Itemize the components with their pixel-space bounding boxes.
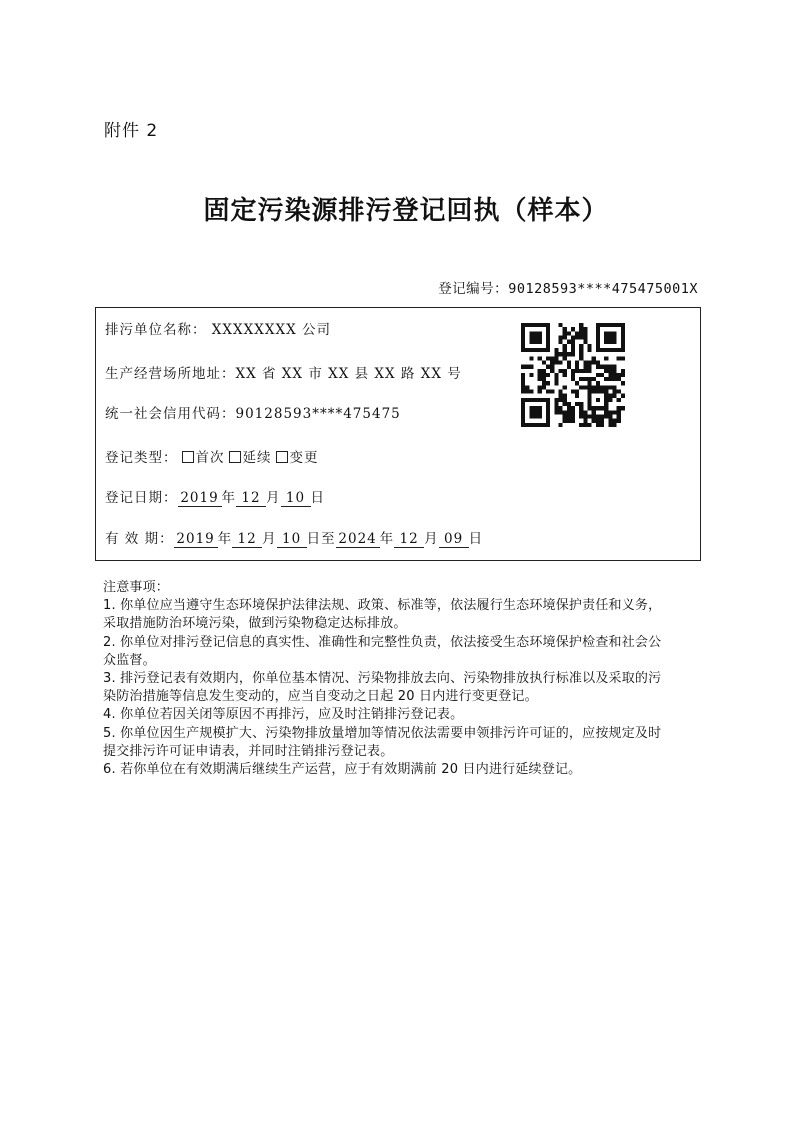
validity-from-year: 2019 bbox=[174, 531, 218, 548]
notes-line: 众监督。 bbox=[103, 652, 156, 668]
option-renewal: 延续 bbox=[242, 450, 272, 466]
reg-date-month: 12 bbox=[236, 490, 266, 507]
address-value: XX 省 XX 市 XX 县 XX 路 XX 号 bbox=[235, 366, 462, 382]
reg-type-row bbox=[105, 449, 319, 467]
option-change: 变更 bbox=[289, 450, 319, 466]
credit-code-value: 90128593****475475 bbox=[235, 406, 401, 422]
checkbox-change[interactable] bbox=[276, 451, 288, 463]
checkbox-first[interactable] bbox=[182, 451, 194, 463]
credit-code-label: 统一社会信用代码： bbox=[105, 406, 236, 422]
validity-to-year: 2024 bbox=[336, 531, 380, 548]
option-first: 首次 bbox=[195, 450, 225, 466]
qr-code-icon bbox=[521, 323, 625, 427]
unit-name-value: XXXXXXXX 公司 bbox=[211, 322, 331, 338]
registration-number bbox=[438, 277, 698, 297]
validity-connector: 至 bbox=[321, 531, 336, 547]
reg-date-row bbox=[105, 489, 325, 507]
notes-heading: 注意事项： bbox=[103, 580, 170, 595]
notes-section bbox=[103, 579, 703, 779]
notes-line: 5. 你单位因生产规模扩大、污染物排放量增加等情况依法需要申领排污许可证的，应按规定及时 bbox=[103, 725, 662, 741]
receipt-box bbox=[95, 307, 701, 561]
day-unit: 日 bbox=[468, 531, 484, 547]
checkbox-renewal[interactable] bbox=[229, 451, 241, 463]
reg-date-year: 2019 bbox=[178, 490, 222, 507]
address-label: 生产经营场所地址： bbox=[105, 366, 236, 382]
notes-line: 2. 你单位对排污登记信息的真实性、准确性和完整性负责，依法接受生态环境保护检查和社会公 bbox=[103, 634, 662, 650]
notes-line: 采取措施防治环境污染，做到污染物稳定达标排放。 bbox=[103, 616, 407, 632]
unit-name-label: 排污单位名称： bbox=[105, 322, 207, 338]
registration-number-value: 90128593****475475001X bbox=[508, 281, 698, 297]
notes-line: 1. 你单位应当遵守生态环境保护法律法规、政策、标准等，依法履行生态环境保护责任和义务， bbox=[103, 598, 662, 614]
notes-line: 6. 若你单位在有效期满后继续生产运营，应于有效期满前 20 日内进行延续登记。 bbox=[103, 762, 582, 778]
validity-from-day: 10 bbox=[277, 531, 307, 548]
address-row bbox=[105, 365, 462, 383]
day-unit: 日 bbox=[310, 490, 325, 506]
validity-row bbox=[105, 530, 483, 548]
year-unit: 年 bbox=[217, 531, 233, 547]
reg-date-day: 10 bbox=[281, 490, 311, 507]
attachment-label: 附件 2 bbox=[104, 121, 159, 141]
month-unit: 月 bbox=[266, 490, 281, 506]
month-unit: 月 bbox=[424, 531, 439, 547]
notes-line: 提交排污许可证申请表，并同时注销排污登记表。 bbox=[103, 743, 394, 759]
credit-code-row bbox=[105, 405, 401, 423]
validity-to-day: 09 bbox=[439, 531, 469, 548]
reg-date-label: 登记日期： bbox=[105, 490, 178, 506]
year-unit: 年 bbox=[379, 531, 395, 547]
validity-label: 有 效 期： bbox=[105, 531, 174, 547]
year-unit: 年 bbox=[221, 490, 236, 506]
day-unit: 日 bbox=[306, 531, 322, 547]
reg-type-label: 登记类型： bbox=[105, 450, 178, 466]
unit-name-row bbox=[105, 321, 331, 339]
month-unit: 月 bbox=[262, 531, 277, 547]
validity-from-month: 12 bbox=[232, 531, 262, 548]
notes-line: 4. 你单位若因关闭等原因不再排污，应及时注销排污登记表。 bbox=[103, 707, 464, 723]
notes-line: 3. 排污登记表有效期内，你单位基本情况、污染物排放去向、污染物排放执行标准以及采取的污 bbox=[103, 671, 662, 687]
notes-line: 染防治措施等信息发生变动的，应当自变动之日起 20 日内进行变更登记。 bbox=[103, 689, 538, 705]
page-title: 固定污染源排污登记回执（样本） bbox=[203, 196, 609, 226]
registration-number-label: 登记编号： bbox=[438, 281, 509, 297]
validity-to-month: 12 bbox=[394, 531, 424, 548]
